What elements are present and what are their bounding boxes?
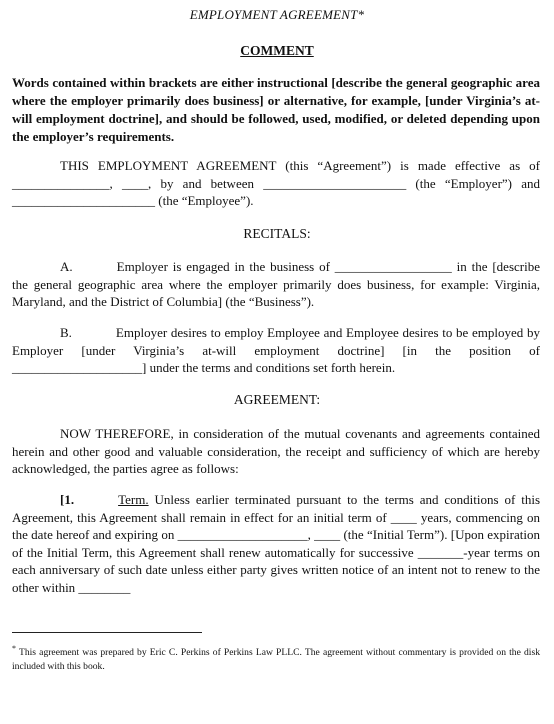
- intro-paragraph: THIS EMPLOYMENT AGREEMENT (this “Agreement”) is made effective as of _______________, ____, by and between ______________________ (the “Employer”) and ______________________ (the “Employee”).: [12, 158, 540, 208]
- recital-b: [12, 324, 540, 377]
- section-1-term: [12, 491, 540, 596]
- agreement-heading: AGREEMENT:: [233, 392, 321, 407]
- footnote-text: This agreement was prepared by Eric C. Perkins of Perkins Law PLLC. The agreement without commentary is provided on the disk included with this book.: [12, 647, 540, 673]
- footnote-marker: *: [12, 644, 16, 653]
- now-therefore-lead: NOW THEREFORE: [60, 426, 171, 441]
- section-1-title: Term.: [118, 492, 149, 507]
- section-1-text: Unless earlier terminated pursuant to the terms and conditions of this Agreement, this Agreement shall remain in effect for an initial term of ____ years, commencing on the date hereof and expiring on ____________________, ____ (the “Initial Term”). [Upon expiration of the Initial Term, this Agreement shall renew automatically for successive _______-year terms on each anniversary of such date unless either party gives written notice of an intent not to renew to the other within ________: [12, 492, 541, 595]
- recital-b-text: Employer desires to employ Employee and Employee desires to be employed by Employer [under Virginia’s at-will employment doctrine] [in the position of ____________________] under the terms and conditions set forth herein.: [12, 325, 540, 375]
- document-title: EMPLOYMENT AGREEMENT*: [189, 7, 365, 22]
- section-1-label: [1.: [60, 492, 75, 507]
- comment-heading: COMMENT: [240, 43, 314, 58]
- recital-a-label: A.: [60, 259, 73, 274]
- now-therefore-text: , in consideration of the mutual covenants and agreements contained herein and other good and valuable consideration, the receipt and sufficiency of which are hereby acknowledged, the parties agree as follows:: [12, 426, 540, 476]
- footnote-divider: [12, 632, 202, 633]
- recital-b-label: B.: [60, 325, 72, 340]
- comment-body: Words contained within brackets are either instructional [describe the general geographic area where the employer primarily does business] or alternative, for example, [under Virginia’s at-will employment doctrine], and should be followed, used, modified, or deleted depending upon the employer’s requirements.: [12, 75, 540, 144]
- footnote: [12, 642, 540, 674]
- recitals-heading: RECITALS:: [243, 226, 311, 241]
- recital-a-text: Employer is engaged in the business of __________________ in the [describe the general geographic area where the employer primarily does business, for example: Virginia, Maryland, and the District of Columbia] (the “Business”).: [12, 259, 540, 309]
- recital-a: [12, 258, 540, 311]
- now-therefore-paragraph: [12, 425, 540, 478]
